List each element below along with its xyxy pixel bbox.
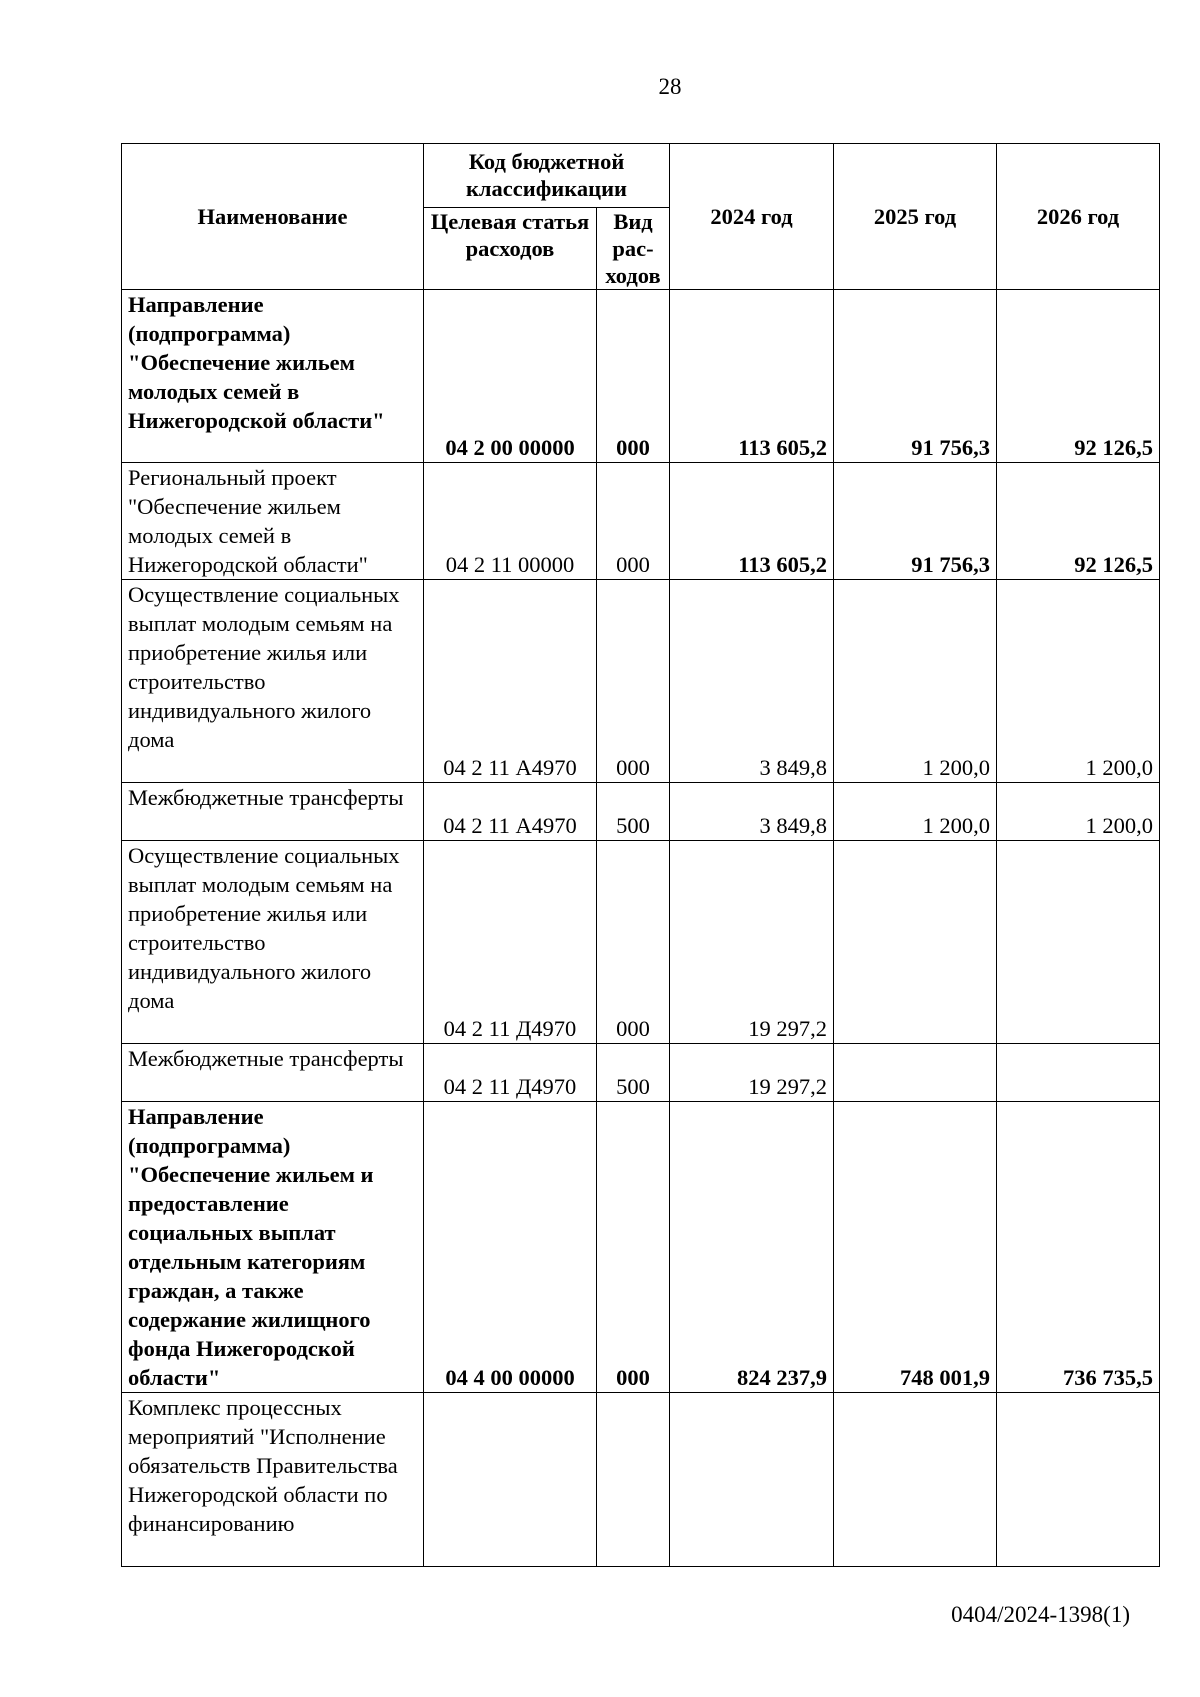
row-code: 04 2 11 А4970 (424, 580, 597, 783)
row-vid: 500 (597, 1044, 670, 1102)
row-2026: 92 126,5 (997, 290, 1160, 463)
row-name: Межбюджетные трансферты (122, 1044, 424, 1102)
row-2024: 19 297,2 (670, 841, 834, 1044)
document-id: 0404/2024-1398(1) (951, 1602, 1130, 1627)
row-vid: 000 (597, 290, 670, 463)
table-row (122, 1044, 1160, 1102)
row-name: Межбюджетные трансферты (122, 783, 424, 841)
row-name: Осуществление социальных выплат молодым семьям на приобретение жилья или строительство индивидуального жилого дома (122, 841, 424, 1044)
table-row (122, 463, 1160, 580)
row-vid: 000 (597, 1102, 670, 1393)
header-2026: 2026 год (997, 144, 1160, 290)
page-number: 28 (658, 74, 682, 99)
table-row (122, 580, 1160, 783)
row-code: 04 2 11 00000 (424, 463, 597, 580)
row-2025: 91 756,3 (834, 290, 997, 463)
row-name: Региональный проект "Обеспечение жильем молодых семей в Нижегородской области" (122, 463, 424, 580)
row-code: 04 2 11 Д4970 (424, 1044, 597, 1102)
row-2026 (997, 841, 1160, 1044)
row-2024: 113 605,2 (670, 290, 834, 463)
header-vid: Вид рас-ходов (597, 208, 670, 290)
table-row (122, 841, 1160, 1044)
row-code: 04 2 00 00000 (424, 290, 597, 463)
row-2024: 3 849,8 (670, 580, 834, 783)
header-name: Наименование (122, 144, 424, 290)
row-vid (597, 1393, 670, 1567)
row-code: 04 2 11 Д4970 (424, 841, 597, 1044)
row-name: Осуществление социальных выплат молодым семьям на приобретение жилья или строительство индивидуального жилого дома (122, 580, 424, 783)
row-code: 04 4 00 00000 (424, 1102, 597, 1393)
row-2025 (834, 1044, 997, 1102)
row-vid: 500 (597, 783, 670, 841)
table-row (122, 1393, 1160, 1567)
row-2024 (670, 1393, 834, 1567)
row-name: Направление (подпрограмма) "Обеспечение жильем и предоставление социальных выплат отдельным категориям граждан, а также содержание жилищного фонда Нижегородской области" (122, 1102, 424, 1393)
row-2025 (834, 1393, 997, 1567)
budget-table (121, 143, 1160, 1567)
header-2025: 2025 год (834, 144, 997, 290)
row-2026 (997, 1393, 1160, 1567)
row-vid: 000 (597, 580, 670, 783)
row-2024: 113 605,2 (670, 463, 834, 580)
table-row (122, 1102, 1160, 1393)
row-2025: 1 200,0 (834, 783, 997, 841)
row-2025 (834, 841, 997, 1044)
header-target: Целевая статья расходов (424, 208, 597, 290)
row-vid: 000 (597, 463, 670, 580)
table-row (122, 290, 1160, 463)
row-2026: 1 200,0 (997, 783, 1160, 841)
row-2026: 736 735,5 (997, 1102, 1160, 1393)
row-2024: 3 849,8 (670, 783, 834, 841)
row-2026 (997, 1044, 1160, 1102)
header-code-group: Код бюджетной классификации (424, 144, 670, 208)
row-vid: 000 (597, 841, 670, 1044)
row-2024: 824 237,9 (670, 1102, 834, 1393)
row-2024: 19 297,2 (670, 1044, 834, 1102)
header-2024: 2024 год (670, 144, 834, 290)
row-2025: 748 001,9 (834, 1102, 997, 1393)
table-row (122, 783, 1160, 841)
row-code (424, 1393, 597, 1567)
row-2026: 92 126,5 (997, 463, 1160, 580)
row-2026: 1 200,0 (997, 580, 1160, 783)
row-code: 04 2 11 А4970 (424, 783, 597, 841)
row-name: Комплекс процессных мероприятий "Исполнение обязательств Правительства Нижегородской области по финансированию (122, 1393, 424, 1567)
row-name: Направление (подпрограмма) "Обеспечение жильем молодых семей в Нижегородской области" (122, 290, 424, 463)
row-2025: 1 200,0 (834, 580, 997, 783)
row-2025: 91 756,3 (834, 463, 997, 580)
